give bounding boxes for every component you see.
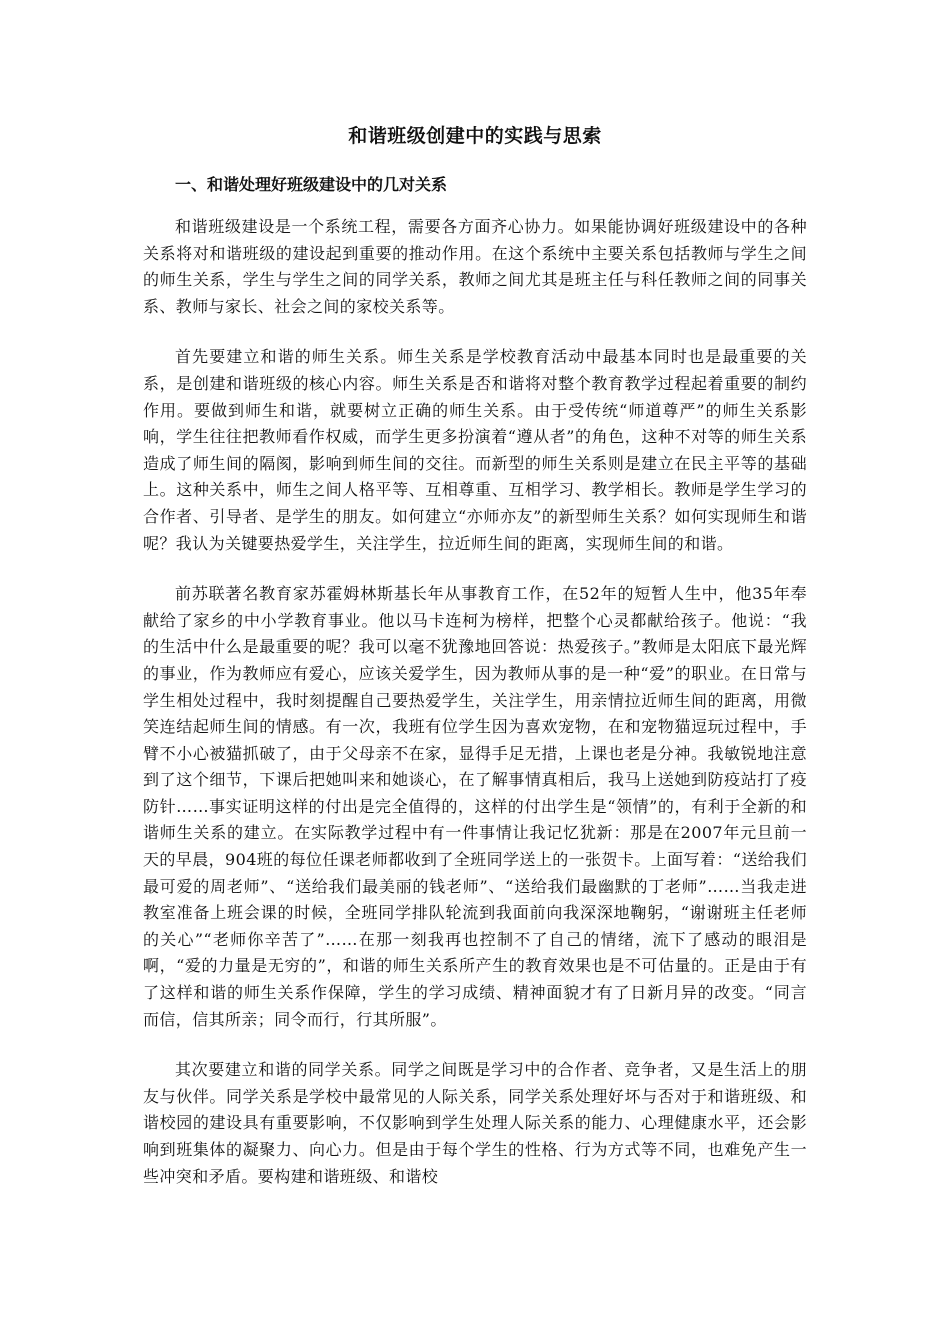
document-title: 和谐班级创建中的实践与思索 [348,125,602,147]
paragraph-teacher-student: 首先要建立和谐的师生关系。师生关系是学校教育活动中最基本同时也是最重要的关系，是创建和谐班级的核心内容。师生关系是否和谐将对整个教育教学过程起着重要的制约作用。要做到师生和谐，就要树立正确的师生关系。由于受传统“师道尊严”的师生关系影响，学生往往把教师看作权威，而学生更多扮演着“遵从者”的角色，这种不对等的师生关系造成了师生间的隔阂，影响到师生间的交往。而新型的师生关系则是建立在民主平等的基础上。这种关系中，师生之间人格平等、互相尊重、互相学习、教学相长。教师是学生学习的合作者、引导者、是学生的朋友。如何建立“亦师亦友”的新型师生关系？如何实现师生和谐呢？我认为关键要热爱学生，关注学生，拉近师生间的距离，实现师生间的和谐。 [143,347,807,553]
paragraph-classmates: 其次要建立和谐的同学关系。同学之间既是学习中的合作者、竞争者，又是生活上的朋友与伙伴。同学关系是学校中最常见的人际关系，同学关系处理好坏与否对于和谐班级、和谐校园的建设具有重要影响，不仅影响到学生处理人际关系的能力、心理健康水平，还会影响到班集体的凝聚力、向心力。但是由于每个学生的性格、行为方式等不同，也难免产生一些冲突和矛盾。要构建和谐班级、和谐校 [143,1060,807,1186]
section-heading: 一、和谐处理好班级建设中的几对关系 [175,175,448,194]
paragraph-example: 前苏联著名教育家苏霍姆林斯基长年从事教育工作，在52年的短暂人生中，他35年奉献给了家乡的中小学教育事业。他以马卡连柯为榜样，把整个心灵都献给孩子。他说：“我的生活中什么是最重要的呢？我可以毫不犹豫地回答说：热爱孩子。”教师是太阳底下最光辉的事业，作为教师应有爱心，应该关爱学生，因为教师从事的是一种“爱”的职业。在日常与学生相处过程中，我时刻提醒自己要热爱学生，关注学生，用亲情拉近师生间的距离，用微笑连结起师生间的情感。有一次，我班有位学生因为喜欢宠物，在和宠物猫逗玩过程中，手臂不小心被猫抓破了，由于父母亲不在家，显得手足无措，上课也老是分神。我敏锐地注意到了这个细节，下课后把她叫来和她谈心，在了解事情真相后，我马上送她到防疫站打了疫防针……事实证明这样的付出是完全值得的，这样的付出学生是“领情”的，有利于全新的和谐师生关系的建立。在实际教学过程中有一件事情让我记忆犹新：那是在2007年元旦前一天的早晨，904班的每位任课老师都收到了全班同学送上的一张贺卡。上面写着：“送给我们最可爱的周老师”、“送给我们最美丽的钱老师”、“送给我们最幽默的丁老师”……当我走进教室准备上班会课的时候，全班同学排队轮流到我面前向我深深地鞠躬，“谢谢班主任老师的关心”“老师你辛苦了”……在那一刻我再也控制不了自己的情绪，流下了感动的眼泪是啊，“爱的力量是无穷的”，和谐的师生关系所产生的教育效果也是不可估量的。正是由于有了这样和谐的师生关系作保障，学生的学习成绩、精神面貌才有了日新月异的改变。“同言而信，信其所亲；同令而行，行其所服”。 [143,584,807,1029]
document-body [143,118,807,1190]
paragraph-intro: 和谐班级建设是一个系统工程，需要各方面齐心协力。如果能协调好班级建设中的各种关系将对和谐班级的建设起到重要的推动作用。在这个系统中主要关系包括教师与学生之间的师生关系，学生与学生之间的同学关系，教师之间尤其是班主任与科任教师之间的同事关系、教师与家长、社会之间的家校关系等。 [143,217,807,316]
